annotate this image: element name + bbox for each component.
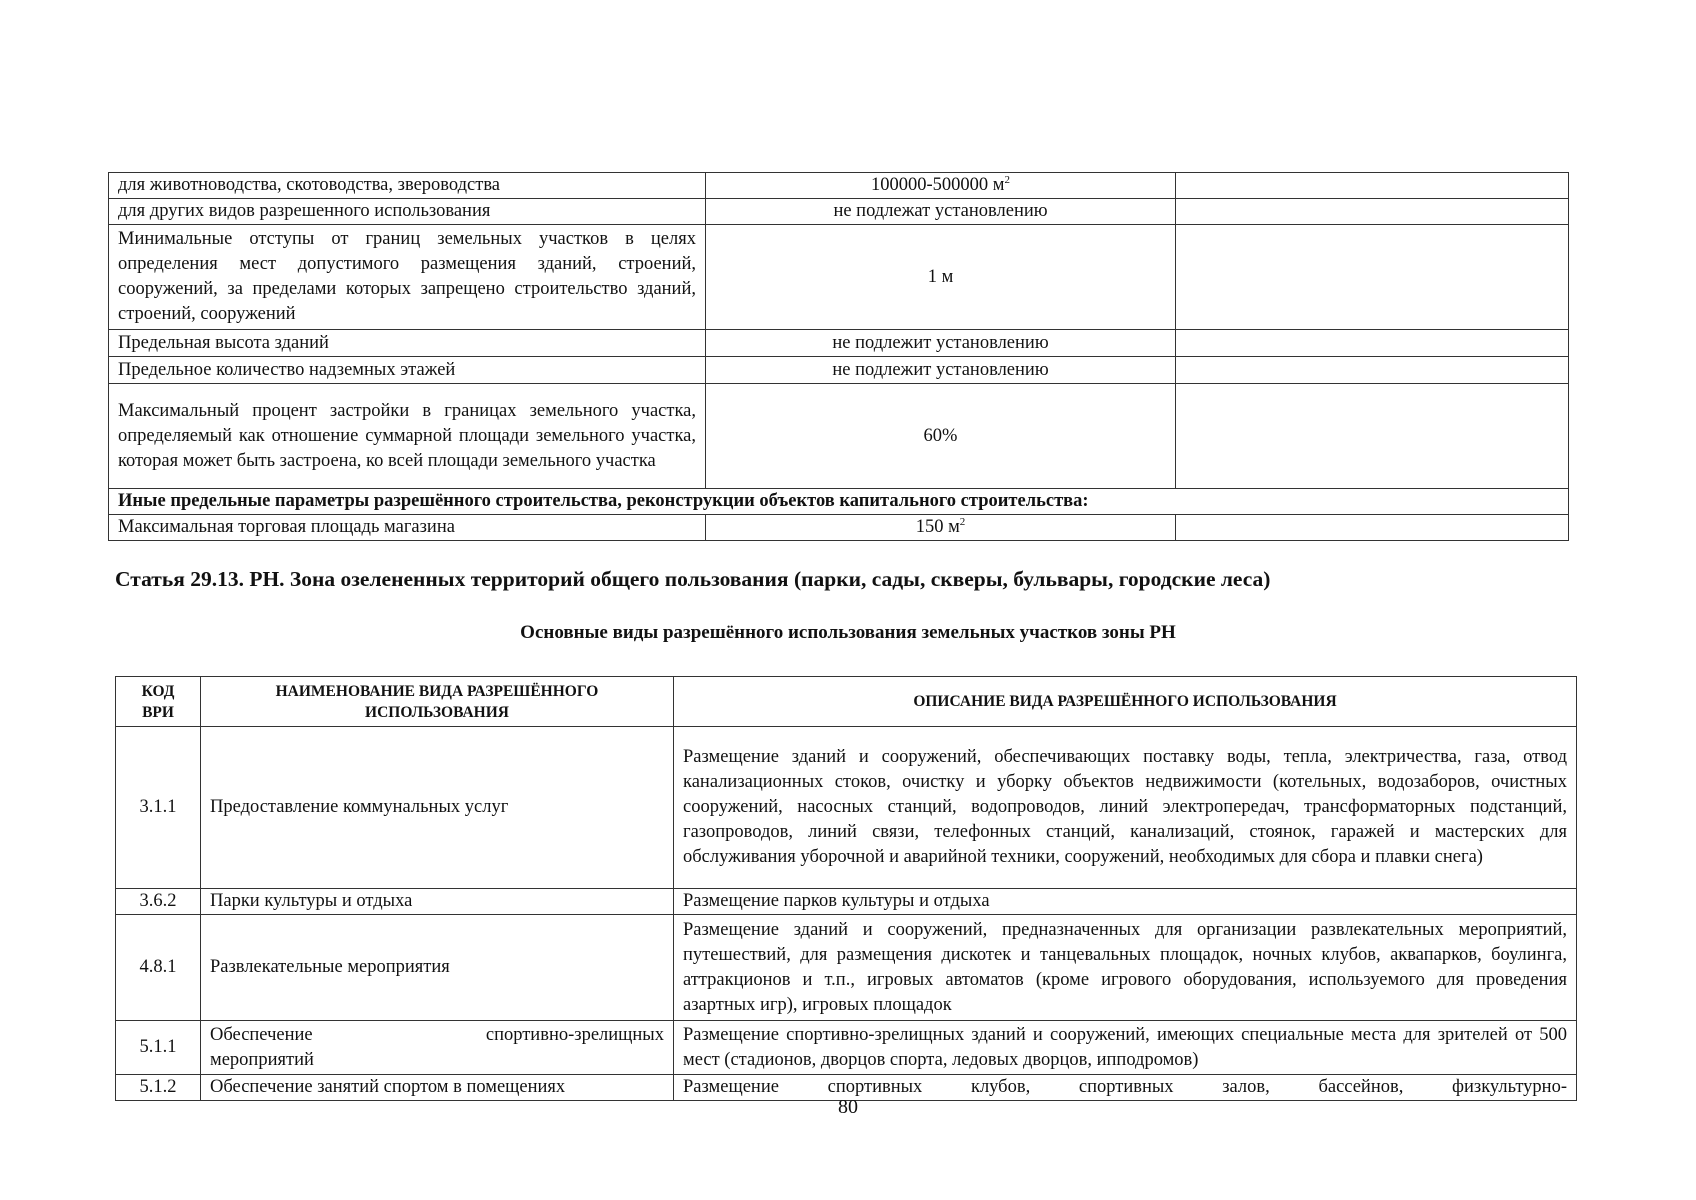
- header-name: НАИМЕНОВАНИЕ ВИДА РАЗРЕШЁННОГО ИСПОЛЬЗОВАНИЯ: [201, 677, 674, 727]
- code-cell: 5.1.2: [116, 1075, 201, 1101]
- param-cell: для других видов разрешенного использования: [109, 199, 706, 225]
- table-row: [109, 515, 1569, 541]
- code-cell: 5.1.1: [116, 1021, 201, 1075]
- param-cell: Максимальная торговая площадь магазина: [109, 515, 706, 541]
- table-row: [116, 915, 1577, 1021]
- param-cell: Предельная высота зданий: [109, 330, 706, 357]
- note-cell: [1176, 384, 1569, 489]
- value-cell: не подлежат установлению: [706, 199, 1176, 225]
- table-row: [109, 225, 1569, 330]
- value-cell: не подлежит установлению: [706, 330, 1176, 357]
- page-number: 80: [838, 1096, 858, 1118]
- param-cell: Минимальные отступы от границ земельных участков в целях определения мест допустимого размещения зданий, строений, сооружений, за пределами которых запрещено строительство зданий, строений, сооружений: [109, 225, 706, 330]
- section-row-text: Иные предельные параметры разрешённого строительства, реконструкции объектов капитального строительства:: [109, 489, 1569, 515]
- name-cell: Обеспечение занятий спортом в помещениях: [201, 1075, 674, 1101]
- desc-cell: Размещение спортивных клубов, спортивных залов, бассейнов, физкультурно-: [674, 1075, 1577, 1101]
- code-cell: 3.6.2: [116, 889, 201, 915]
- table-header-row: [116, 677, 1577, 727]
- note-cell: [1176, 515, 1569, 541]
- table-row: [109, 199, 1569, 225]
- note-cell: [1176, 357, 1569, 384]
- note-cell: [1176, 225, 1569, 330]
- table-row: [116, 727, 1577, 889]
- table-row: [116, 1021, 1577, 1075]
- param-cell: Предельное количество надземных этажей: [109, 357, 706, 384]
- code-cell: 3.1.1: [116, 727, 201, 889]
- desc-cell: Размещение зданий и сооружений, обеспечивающих поставку воды, тепла, электричества, газа, отвод канализационных стоков, очистку и уборку объектов недвижимости (котельных, водозаборов, очистных сооружений, насосных станций, водопроводов, линий электропередач, трансформаторных подстанций, газопроводов, линий связи, телефонных станций, канализаций, стоянок, гаражей и мастерских для обслуживания уборочной и аварийной техники, сооружений, необходимых для сбора и плавки снега): [674, 727, 1577, 889]
- value-cell: 100000-500000 $м^2$: [706, 173, 1176, 199]
- desc-cell: Размещение парков культуры и отдыха: [674, 889, 1577, 915]
- name-cell: Парки культуры и отдыха: [201, 889, 674, 915]
- name-cell: Предоставление коммунальных услуг: [201, 727, 674, 889]
- name-cell: Развлекательные мероприятия: [201, 915, 674, 1021]
- table-row: [109, 330, 1569, 357]
- table-subtitle: Основные виды разрешённого использования земельных участков зоны РН: [520, 622, 1176, 643]
- header-desc: ОПИСАНИЕ ВИДА РАЗРЕШЁННОГО ИСПОЛЬЗОВАНИЯ: [674, 677, 1577, 727]
- value-cell: не подлежит установлению: [706, 357, 1176, 384]
- note-cell: [1176, 173, 1569, 199]
- table-row: [109, 173, 1569, 199]
- value-cell: 60%: [706, 384, 1176, 489]
- note-cell: [1176, 330, 1569, 357]
- header-code: КОД ВРИ: [116, 677, 201, 727]
- parameters-table: [108, 172, 1569, 541]
- desc-cell: Размещение спортивно-зрелищных зданий и сооружений, имеющих специальные места для зрителей от 500 мест (стадионов, дворцов спорта, ледовых дворцов, ипподромов): [674, 1021, 1577, 1075]
- section-row: [109, 489, 1569, 515]
- code-cell: 4.8.1: [116, 915, 201, 1021]
- param-cell: для животноводства, скотоводства, звероводства: [109, 173, 706, 199]
- note-cell: [1176, 199, 1569, 225]
- param-cell: Максимальный процент застройки в границах земельного участка, определяемый как отношение суммарной площади земельного участка, которая может быть застроена, ко всей площади земельного участка: [109, 384, 706, 489]
- desc-cell: Размещение зданий и сооружений, предназначенных для организации развлекательных мероприятий, путешествий, для размещения дискотек и танцевальных площадок, ночных клубов, аквапарков, боулинга, аттракционов и т.п., игровых автоматов (кроме игрового оборудования, используемого для проведения азартных игр), игровых площадок: [674, 915, 1577, 1021]
- land-use-table: [115, 676, 1577, 1101]
- name-cell: Обеспечение спортивно-зрелищных мероприятий: [201, 1021, 674, 1075]
- value-cell: 1 м: [706, 225, 1176, 330]
- table-row: [109, 384, 1569, 489]
- table-row: [116, 889, 1577, 915]
- value-cell: 150 $м^2$: [706, 515, 1176, 541]
- section-title: Статья 29.13. РН. Зона озелененных территорий общего пользования (парки, сады, скверы, бульвары, городские леса): [115, 567, 1271, 591]
- table-row: [109, 357, 1569, 384]
